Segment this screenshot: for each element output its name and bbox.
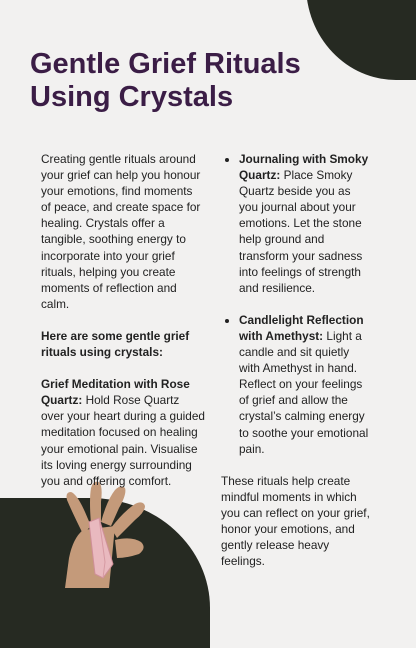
page-title: Gentle Grief Rituals Using Crystals bbox=[30, 48, 301, 113]
ritual-rose-quartz: Grief Meditation with Rose Quartz: Hold Rose Quartz over your heart during a guided meditation focused on healing your emotional pain. Visualise its loving energy surrounding you and offering comfort. bbox=[41, 377, 205, 488]
ritual-smoky-quartz: • Journaling with Smoky Quartz: Place Smoky Quartz beside you as you journal about your emotions. Let the stone help ground and transform your sadness into feelings of strength and resilience. bbox=[239, 151, 371, 296]
closing-paragraph: These rituals help create mindful moments in which you can reflect on your grief, honor your emotions, and gently release heavy feelings. bbox=[221, 473, 370, 569]
ritual-amethyst: • Candlelight Reflection with Amethyst: Light a candle and sit quietly with Amethyst in hand. Reflect on your feelings of grief and allow the crystal’s calming energy to soothe your emotional pain. bbox=[239, 312, 371, 457]
right-column bbox=[221, 151, 371, 585]
rituals-heading: Here are some gentle grief rituals using crystals: bbox=[41, 328, 190, 360]
intro-paragraph: Creating gentle rituals around your grief can help you honour your emotions, find moments of peace, and create space for healing. Crystals offer a tangible, soothing energy to incorporate into your grief rituals, helping you create moments of reflection and calm. bbox=[41, 152, 201, 311]
left-column bbox=[41, 151, 205, 505]
ritual-list bbox=[221, 151, 371, 457]
